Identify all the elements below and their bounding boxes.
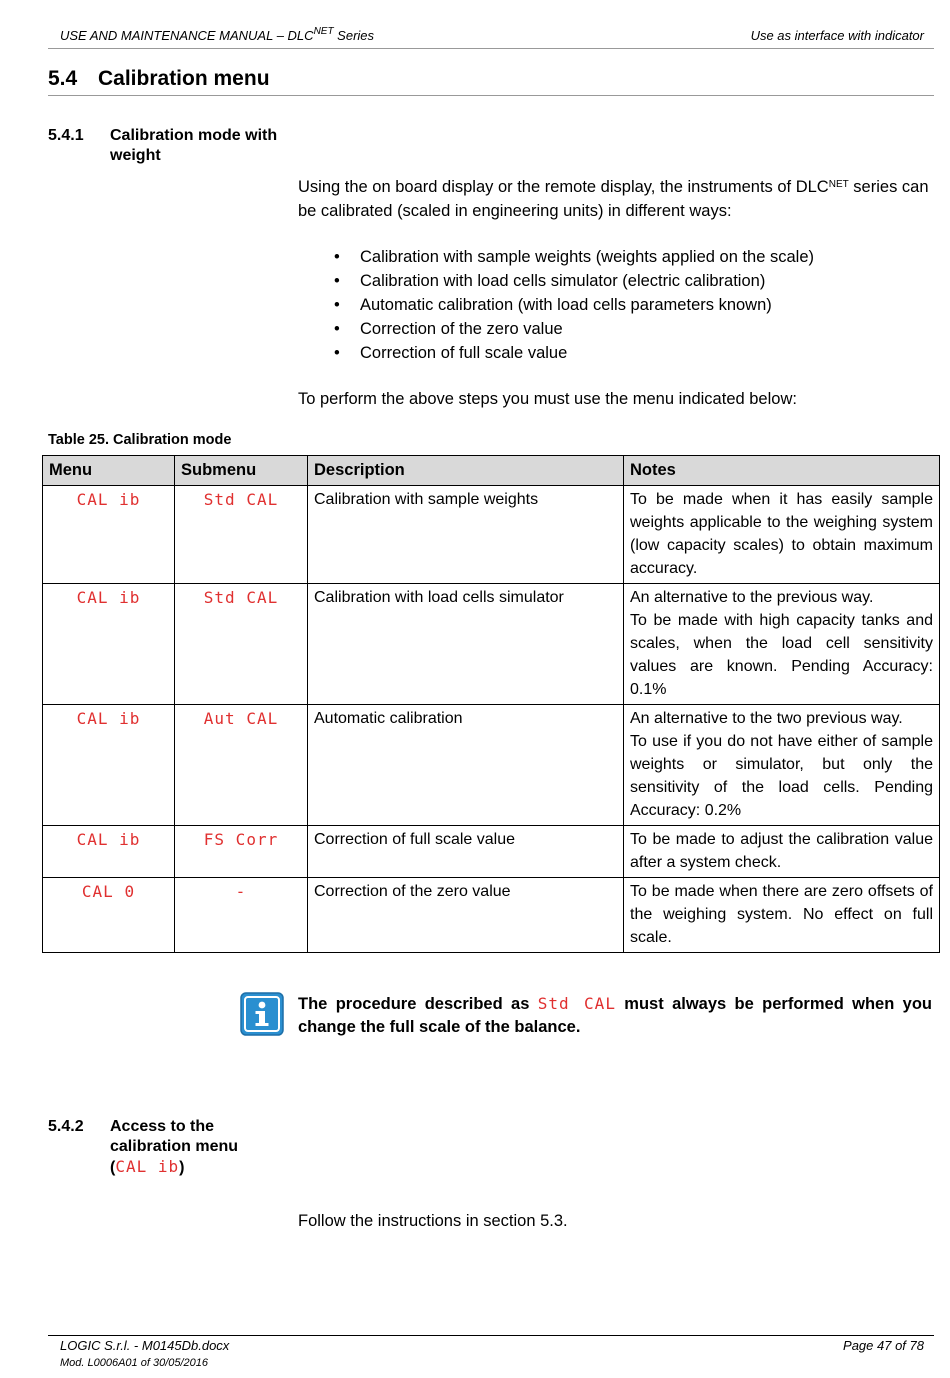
footer-left: LOGIC S.r.l. - M0145Db.docx: [60, 1338, 230, 1353]
column-header: Submenu: [175, 456, 308, 486]
table-row: [43, 486, 940, 584]
table-row: [43, 705, 940, 826]
section-title: 5.4 Calibration menu: [48, 67, 270, 90]
description-cell: Correction of full scale value: [308, 826, 624, 878]
notes-cell: To be made when it has easily sample weights applicable to the weighing system (low capacity scales) to obtain maximum accuracy.: [624, 486, 940, 584]
header-right: Use as interface with indicator: [750, 28, 924, 43]
table-row: [43, 878, 940, 953]
list-item: • Calibration with sample weights (weights applied on the scale): [298, 245, 934, 269]
menu-code: CAL ib: [76, 490, 141, 509]
table-header-row: [43, 456, 940, 486]
submenu-code: Aut CAL: [203, 709, 279, 728]
column-header: Menu: [43, 456, 175, 486]
notes-cell: An alternative to the two previous way. To use if you do not have either of sample weights or simulator, but only the sensitivity of the load cells. Pending Accuracy: 0.2%: [624, 705, 940, 826]
table-row: [43, 826, 940, 878]
notes-cell: An alternative to the previous way. To be made with high capacity tanks and scales, when the load cell sensitivity values are known. Pending Accuracy: 0.1%: [624, 584, 940, 705]
notes-cell: To be made when there are zero offsets of the weighing system. No effect on full scale.: [624, 878, 940, 953]
submenu-code: Std CAL: [203, 490, 279, 509]
description-cell: Calibration with sample weights: [308, 486, 624, 584]
description-cell: Automatic calibration: [308, 705, 624, 826]
footer-form-code: Mod. L0006A01 of 30/05/2016: [60, 1357, 209, 1369]
column-header: Notes: [624, 456, 940, 486]
follow-paragraph: Follow the instructions in section 5.3.: [298, 1212, 568, 1230]
header-divider: [48, 48, 934, 49]
menu-code: CAL ib: [76, 830, 141, 849]
description-cell: Calibration with load cells simulator: [308, 584, 624, 705]
subsection-number: 5.4.2: [48, 1118, 84, 1135]
table-caption: Table 25. Calibration mode: [48, 432, 232, 448]
submenu-code: -: [235, 882, 247, 901]
list-item: • Calibration with load cells simulator (electric calibration): [298, 269, 934, 293]
notes-cell: To be made to adjust the calibration value after a system check.: [624, 826, 940, 878]
subsection-title: Access to the calibration menu (CAL ib): [110, 1118, 239, 1176]
column-header: Description: [308, 456, 624, 486]
menu-lead-paragraph: To perform the above steps you must use the menu indicated below:: [298, 390, 797, 408]
header-left: USE AND MAINTENANCE MANUAL – $DLC^{NET}$ Series: [60, 26, 375, 43]
list-item: • Correction of full scale value: [298, 341, 934, 365]
calibration-mode-table: [42, 455, 940, 953]
section-divider: [48, 95, 934, 96]
description-cell: Correction of the zero value: [308, 878, 624, 953]
footer-page-number: Page 47 of 78: [843, 1338, 924, 1353]
menu-code: CAL ib: [76, 709, 141, 728]
note-code: Std CAL: [537, 994, 616, 1013]
calibration-note: The procedure described as Std CAL must always be performed when you change the full scale of the balance.: [298, 994, 932, 1036]
table-row: [43, 584, 940, 705]
subsection-number: 5.4.1: [48, 127, 84, 144]
footer-divider: [48, 1335, 934, 1336]
submenu-code: FS Corr: [203, 830, 279, 849]
menu-code: CAL ib: [76, 588, 141, 607]
menu-code: CAL 0: [81, 882, 136, 901]
intro-paragraph: Using the on board display or the remote display, the instruments of $DLC^{NET}$ series can be calibrated (scaled in engineering units) in different ways:: [298, 178, 929, 220]
list-item: • Correction of the zero value: [298, 317, 934, 341]
info-icon: [240, 992, 284, 1036]
list-item: • Automatic calibration (with load cells parameters known): [298, 293, 934, 317]
subsection-code: CAL ib: [115, 1157, 180, 1176]
subsection-title: Calibration mode with weight: [110, 127, 278, 164]
submenu-code: Std CAL: [203, 588, 279, 607]
calibration-methods-list: [298, 245, 934, 365]
